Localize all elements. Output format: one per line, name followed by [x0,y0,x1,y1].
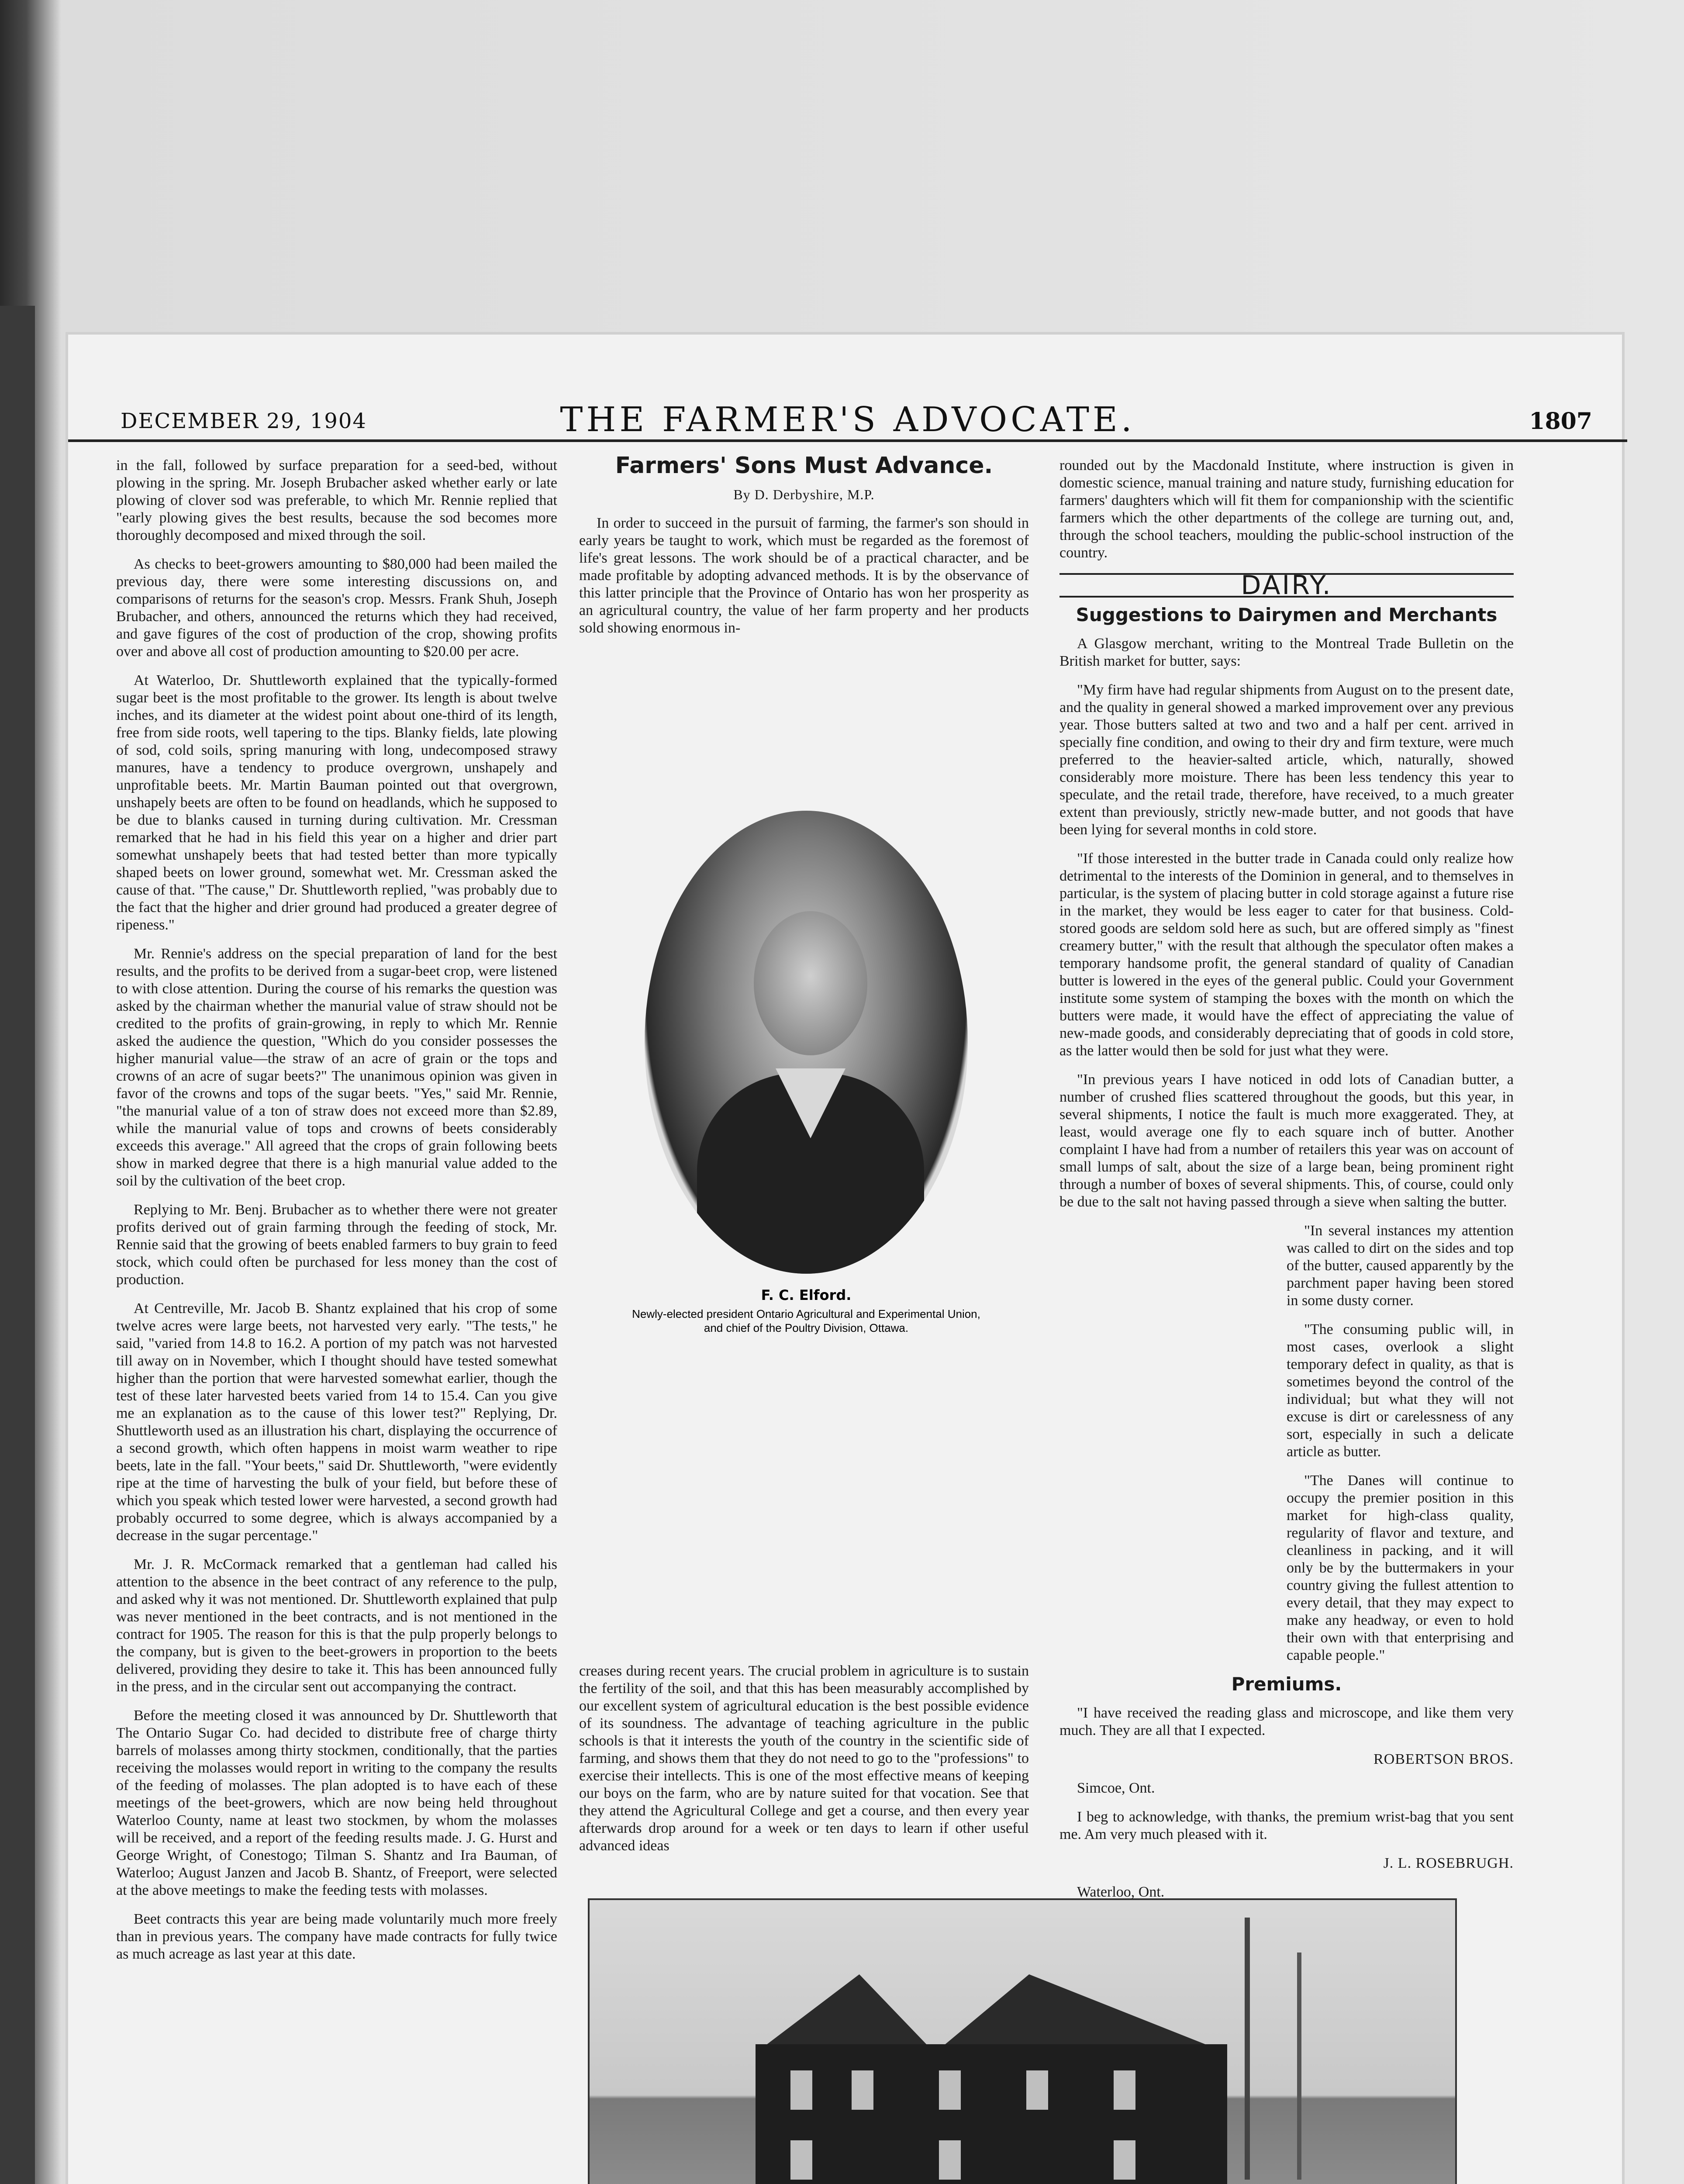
dairy-narrow-block [1287,1222,1514,1664]
column-3 [1059,457,1514,1912]
article-continued [579,1662,1029,1866]
dairy-paragraph: A Glasgow merchant, writing to the Montreal Trade Bulletin on the British market for butter, says: [1059,636,1514,669]
page-number: 1807 [1529,408,1592,435]
article-paragraph: In order to succeed in the pursuit of farming, the farmer's son should in early years be taught to work, which must be regarded as the foremost of life's great lessons. The work should be of a practical character, and be made profitable by adopting advanced methods. It is by the observance of this latter principle that the Province of Ontario has won her prosperity as an agricultural country, the value of her farm property and her products sold showing enormous in- [579,515,1029,636]
col1-paragraph: As checks to beet-growers amounting to $80,000 had been mailed the previous day, there were some interesting discussions on, and comparisons of returns for the season's crop. Messrs. Frank Shuh, Joseph Brubacher, and others, announced the returns which they had received, and gave figures of the cost of production of the crop, showing profits over and above all cost of production amounting to $20.00 per acre. [116,556,557,660]
house-photo [588,1898,1457,2184]
col1-paragraph: Beet contracts this year are being made voluntarily much more freely than in previous years. The company have made contracts for fully twice as much acreage as last year at this date. [116,1911,557,1962]
article-byline: By D. Derbyshire, M.P. [733,487,875,502]
col1-paragraph: At Waterloo, Dr. Shuttleworth explained that the typically-formed sugar beet is the most profitable to the grower. Its length is about twelve inches, and its diameter at the widest point about one-third of its length, free from side roots, well tapering to the tips. Blanky fields, late plowing of sod, cold soils, spring manuring with long, undecomposed strawy manures, have a tendency to produce overgrown, unshapely and unprofitable beets. Mr. Martin Bauman pointed out that overgrown, unshapely beets are often to be found on headlands, which he supposed to be due to blanks caused in turning during cultivation. Mr. Cressman remarked that he had in his field this year on a higher and drier part somewhat unshapely beets that had tested better than more typically shaped beets on lower ground, somewhat wet. Mr. Cressman asked the cause of that. "The cause," Dr. Shuttleworth replied, "was probably due to the fact that the higher and drier ground had produced a greater degree of ripeness." [116,672,557,933]
dairy-paragraph: "My firm have had regular shipments from August on to the present date, and the quality in general showed a marked improvement over any previous year. Those butters salted at two and two and a half per cent. arrived in specially fine condition, and owing to their dry and firm texture, were much preferred to the heavier-salted article, which, naturally, showed considerably more moisture. There has been less tendency this year to speculate, and the retail trade, therefore, have received, to a much greater extent than previously, strictly new-made butter, and not goods that have been lying for several months in cold store. [1059,682,1514,838]
col1-paragraph: Before the meeting closed it was announced by Dr. Shuttleworth that The Ontario Sugar Co. had decided to distribute free of charge thirty barrels of molasses among thirty stockmen, conditionally, that the parties receiving the molasses would report in writing to the company the results of the feeding of molasses. The plan adopted is to have each of these meetings of the beet-growers, which are now being held throughout Waterloo County, name at least two stockmen, by whom the molasses will be received, and a report of the feeding results made. J. G. Hurst and George Wright, of Conestogo; Tilman S. Shantz and Ira Bauman, of Waterloo; August Janzen and Jacob B. Shantz, of Freeport, were selected at the above meetings to make the feeding tests with molasses. [116,1707,557,1898]
dairy-paragraph: "The Danes will continue to occupy the premier position in this market for high-class quality, regularity of flavor and texture, and cleanliness in packing, and it will only be by the buttermakers in your country giving the fullest attention to every detail, that they may expect to make any headway, or even to hold their own with that enterprising and capable people." [1287,1472,1514,1663]
col1-paragraph: in the fall, followed by surface preparation for a seed-bed, without plowing in the spring. Mr. Joseph Brubacher asked whether early or late plowing of clover sod was preferable, to which Mr. Rennie replied that "early plowing gives the best results, because the sod becomes more thoroughly decomposed and mixed through the soil. [116,457,557,543]
dairy-paragraph: "In several instances my attention was called to dirt on the sides and top of the butter, caused apparently by the parchment paper having been stored in some dusty corner. [1287,1223,1514,1309]
portrait-caption-description: Newly-elected president Ontario Agricultural and Experimental Union, and chief of the Poultry Division, Ottawa. [632,1307,980,1334]
column-1 [116,457,557,1974]
premiums-signature: J. L. ROSEBRUGH. [1383,1855,1514,1871]
col1-paragraph: Mr. Rennie's address on the special preparation of land for the best results, and the profits to be derived from a sugar-beet crop, were listened to with close attention. During the course of his remarks the question was asked by the chairman whether the manurial value of straw should not be credited to the profits of grain-growing, in reply to which Mr. Rennie asked the audience the question, "Which do you consider possesses the higher manurial value—the straw of an acre of grain or the tops and crowns of an acre of sugar beets?" The unanimous opinion was given in favor of the crowns and tops of the sugar beets. "Yes," said Mr. Rennie, "the manurial value of a ton of straw does not exceed more than $2.89, while the manurial value of tops and crowns of beets considerably exceeds this average." All agreed that the crops of grain following beets show in marked degree that there is a high manurial value added to the soil by the cultivation of the beet crop. [116,946,557,1189]
premiums-place: Waterloo, Ont. [1077,1884,1165,1900]
dairy-paragraph: "If those interested in the butter trade in Canada could only realize how detrimental to the interests of the Dominion in general, and to themselves in particular, is the system of placing butter in cold storage against a future rise in the market, they would be less eager to cater for that business. Cold-stored goods are seldom sold here as such, but are offered simply as "finest creamery butter," with the result that although the speculator often makes a temporary handsome profit, the general standard of quality of Canadian butter is lowered in the eyes of the general public. Could your Government institute some system of stamping the boxes with the month on which the butters were made, it would have the effect of appreciating the value of new-made goods, and considerably depreciating that of goods in cold store, as the latter would then be sold for just what they were. [1059,850,1514,1059]
article-paragraph: rounded out by the Macdonald Institute, where instruction is given in domestic science, manual training and nature study, furnishing education for farmers' daughters which will fit them for companionship with the scientific farmers which the other departments of the college are turning out, and, through the school teachers, moulding the public-school instruction of the country. [1059,457,1514,561]
header-title: THE FARMER'S ADVOCATE. [560,400,1135,439]
dairy-paragraph: "The consuming public will, in most cases, overlook a slight temporary defect in quality, as that is sometimes beyond the control of the individual; but what they will not excuse is dirt or carelessness of any sort, especially in such a delicate article as butter. [1287,1321,1514,1460]
page-header [68,400,1627,442]
article-title: Farmers' Sons Must Advance. [615,453,993,479]
premiums-letter: I beg to acknowledge, with thanks, the premium wrist-bag that you sent me. Am very much pleased with it. [1059,1809,1514,1842]
dairy-paragraph: "In previous years I have noticed in odd lots of Canadian butter, a number of crushed flies scattered throughout the goods, but this year, in several shipments, I notice the fault is much more exaggerated. They, at least, would average one fly to each square inch of butter. Another complaint I have had from a number of retailers this year was on account of small lumps of salt, about the size of a large bean, being prominent right through a number of boxes of several shipments. This, of course, could only be due to the salt not having passed through a sieve when salting the butter. [1059,1071,1514,1210]
portrait-figure [632,811,981,1453]
premiums-signature: ROBERTSON BROS. [1373,1751,1514,1767]
header-date: DECEMBER 29, 1904 [121,409,367,433]
article-farmers-sons [579,453,1029,648]
premiums-title: Premiums. [1231,1673,1342,1695]
article-paragraph: creases during recent years. The crucial problem in agriculture is to sustain the fertility of the soil, and that this has been measurably accomplished by our excellent system of agricultural education is the best possible evidence of its soundness. The advantage of teaching agriculture in the public schools is that it interests the youth of the country in the scientific side of farming, and shows them that they do not need to go to the "professions" to exercise their intellects. This is one of the most effective means of keeping our boys on the farm, who are by nature suited for that vocation. See that they attend the Agricultural College and get a course, and then every year afterwards drop around for a week or ten days to learn if other useful advanced ideas [579,1663,1029,1854]
dairy-article-title: Suggestions to Dairymen and Merchants [1076,604,1498,625]
col1-paragraph: Mr. J. R. McCormack remarked that a gentleman had called his attention to the absence in the beet contract of any reference to the pulp, and asked why it was not mentioned. Dr. Shuttleworth explained that pulp was never mentioned in the beet contracts, and is not mentioned in the contract for 1905. The reason for this is that the pulp properly belongs to the company, but is given to the beet-growers in proportion to the beets delivered, providing they desire to take it. This has been announced fully in the press, and in the circular sent out accompanying the contract. [116,1556,557,1695]
house-figure [588,1898,1457,2184]
portrait-photo [645,811,968,1274]
premiums-place: Simcoe, Ont. [1077,1780,1155,1796]
premiums-letter: "I have received the reading glass and microscope, and like them very much. They are all that I expected. [1059,1705,1514,1738]
binding-edge [0,306,35,2184]
col1-paragraph: Replying to Mr. Benj. Brubacher as to whether there were not greater profits derived out of grain farming through the feeding of stock, Mr. Rennie said that the growing of beets enabled farmers to buy grain to feed stock, which could often be purchased for less money than the cost of production. [116,1202,557,1288]
newspaper-page [66,332,1625,2184]
section-heading-dairy: DAIRY. [1059,573,1514,598]
portrait-caption-name: F. C. Elford. [761,1287,852,1303]
col1-paragraph: At Centreville, Mr. Jacob B. Shantz explained that his crop of some twelve acres were large beets, not harvested very early. "The tests," he said, "varied from 14.8 to 16.2. A portion of my patch was not harvested till away on in November, which I thought should have tested somewhat higher than the portion that were harvested somewhat earlier, though the test of these later harvested beets varied from 14 to 15.4. Can you give me an explanation as to the cause of this lower test?" Replying, Dr. Shuttleworth used as an illustration his chart, displaying the occurrence of a second growth, which often happens in moist warm weather to ripe beets, late in the fall. "Your beets," said Dr. Shuttleworth, "were evidently ripe at the time of harvesting the bulk of your field, but before these of which you speak which tested lower were harvested, a second growth had probably occurred to some degree, which is always accompanied by a decrease in the sugar percentage." [116,1300,557,1544]
